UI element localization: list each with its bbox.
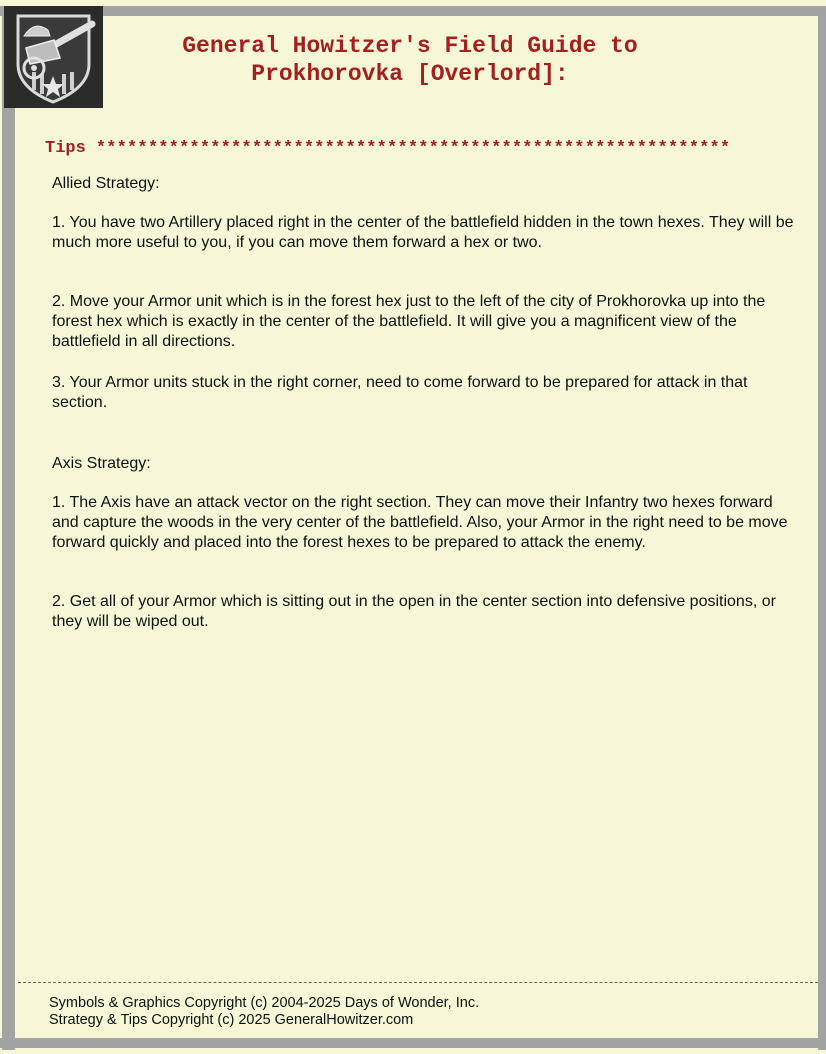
howitzer-cannon-shield-logo-icon: [4, 6, 103, 108]
axis-strategy-heading: Axis Strategy:: [52, 455, 151, 472]
footer-divider: [18, 982, 818, 983]
frame-top-border: [0, 6, 826, 16]
footer-copyright-tips: Strategy & Tips Copyright (c) 2025 GeneralHowitzer.com: [49, 1012, 414, 1028]
axis-tip-1: 1. The Axis have an attack vector on the right section. They can move their Infantry two hexes forward and capture the woods in the very center of the battlefield. Also, your Armor in the right need to be move forward quickly and placed into the forest hexes to be prepared to attack the enemy.: [52, 494, 788, 551]
frame-left-border: [2, 6, 15, 1050]
tips-section-header: [45, 138, 815, 160]
frame-bottom-border: [0, 1038, 826, 1048]
tips-label: Tips: [45, 139, 86, 158]
allied-tip-3: 3. Your Armor units stuck in the right corner, need to come forward to be prepared for attack in that section.: [52, 374, 748, 411]
allied-tip-2: 2. Move your Armor unit which is in the forest hex just to the left of the city of Prokhorovka up into the forest hex which is exactly in the center of the battlefield. It will give you a magnificent view of the battlefield in all directions.: [52, 293, 766, 350]
tips-stars-divider: *************************************************************: [95, 139, 731, 158]
allied-strategy-heading: Allied Strategy:: [52, 175, 160, 192]
frame-right-border: [818, 6, 826, 1050]
axis-tip-2: 2. Get all of your Armor which is sitting out in the open in the center section into defensive positions, or they will be wiped out.: [52, 593, 776, 630]
allied-tip-1: 1. You have two Artillery placed right in the center of the battlefield hidden in the town hexes. They will be much more useful to you, if you can move them forward a hex or two.: [52, 214, 794, 251]
title-line-2: Prokhorovka [Overlord]:: [251, 61, 569, 87]
page-title: [110, 32, 710, 88]
footer-copyright-graphics: Symbols & Graphics Copyright (c) 2004-2025 Days of Wonder, Inc.: [49, 995, 480, 1011]
title-line-1: General Howitzer's Field Guide to: [182, 33, 638, 59]
